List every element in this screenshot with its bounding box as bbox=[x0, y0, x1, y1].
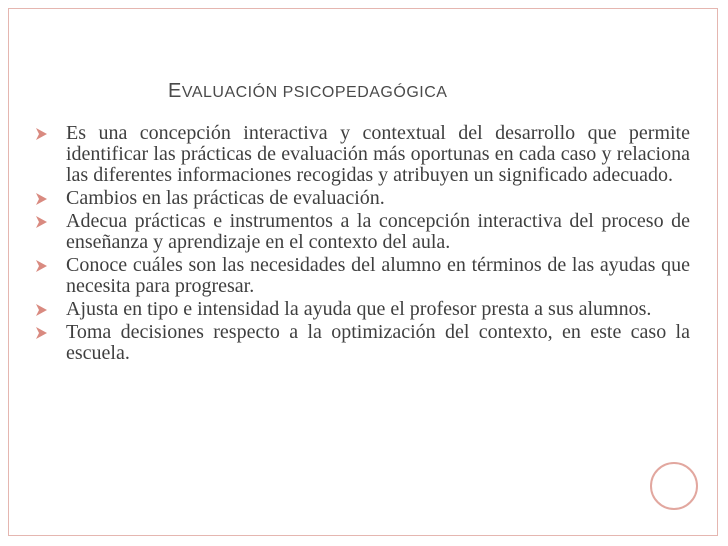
arrow-bullet-icon bbox=[34, 215, 48, 229]
title-rest: VALUACIÓN PSICOPEDAGÓGICA bbox=[181, 84, 448, 101]
bullet-item bbox=[34, 123, 690, 186]
bullet-item bbox=[34, 322, 690, 364]
arrow-bullet-icon bbox=[34, 127, 48, 141]
arrow-bullet-icon bbox=[34, 303, 48, 317]
arrow-bullet-icon bbox=[34, 326, 48, 340]
bullet-list bbox=[34, 123, 690, 366]
bullet-item bbox=[34, 255, 690, 297]
bullet-text: Es una concepción interactiva y contextual del desarrollo que permite identificar las prácticas de evaluación más oportunas en cada caso y relaciona las diferentes informaciones recogidas y atribuyen un significado adecuado. bbox=[66, 122, 690, 186]
arrow-bullet-icon bbox=[34, 192, 48, 206]
slide-title bbox=[168, 80, 447, 103]
title-first-letter: E bbox=[168, 80, 182, 102]
bullet-item bbox=[34, 211, 690, 253]
bullet-item bbox=[34, 188, 690, 209]
arrow-bullet-icon bbox=[34, 259, 48, 273]
bullet-text: Toma decisiones respecto a la optimización del contexto, en este caso la escuela. bbox=[66, 321, 690, 364]
bullet-text: Conoce cuáles son las necesidades del alumno en términos de las ayudas que necesita para progresar. bbox=[66, 254, 690, 297]
decorative-circle bbox=[650, 462, 698, 510]
bullet-text: Adecua prácticas e instrumentos a la concepción interactiva del proceso de enseñanza y aprendizaje en el contexto del aula. bbox=[66, 210, 690, 253]
bullet-text: Cambios en las prácticas de evaluación. bbox=[66, 187, 385, 209]
bullet-text: Ajusta en tipo e intensidad la ayuda que el profesor presta a sus alumnos. bbox=[66, 298, 652, 320]
bullet-item bbox=[34, 299, 690, 320]
